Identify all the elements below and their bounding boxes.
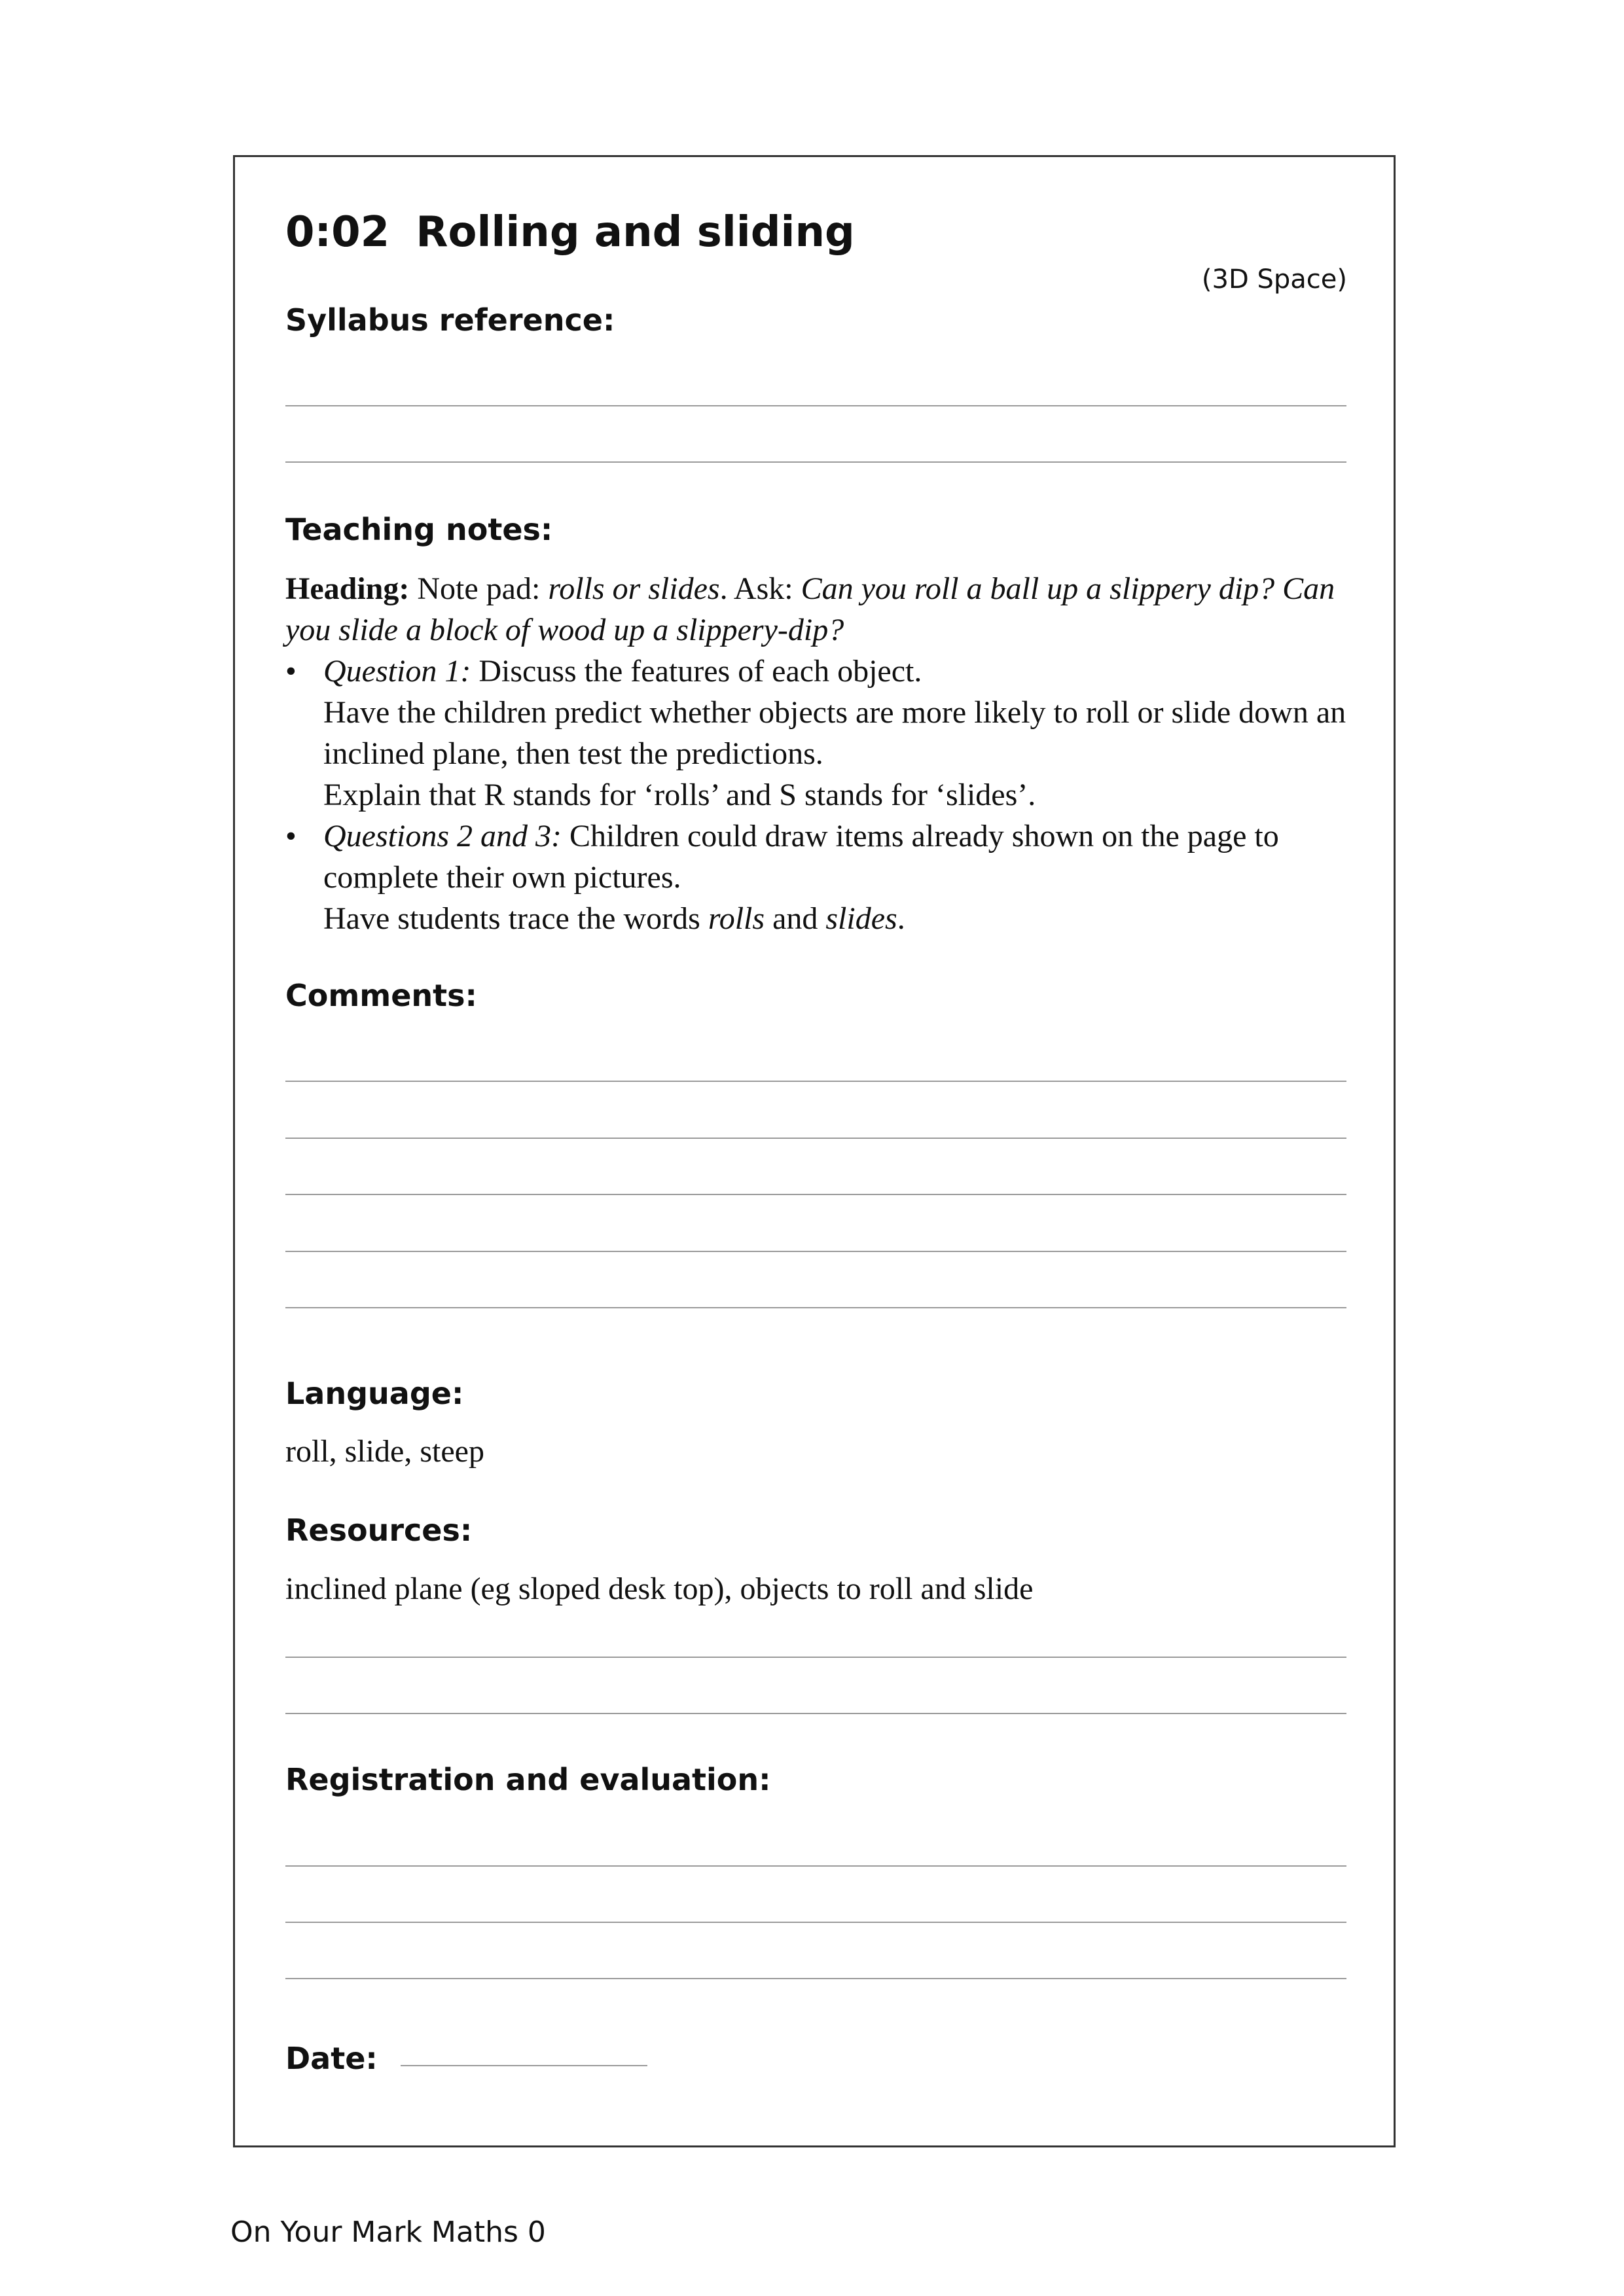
- bullet-icon: •: [285, 654, 297, 689]
- comments-line-3[interactable]: [285, 1194, 1346, 1195]
- bullet-2-line-2: [323, 898, 1359, 939]
- language-heading: Language:: [285, 1376, 464, 1411]
- comments-line-5[interactable]: [285, 1307, 1346, 1308]
- teaching-notes-body: [285, 568, 1359, 939]
- bullet-2-line-2-e: .: [897, 901, 905, 936]
- heading-text-1: Note pad:: [409, 571, 549, 606]
- resources-text: inclined plane (eg sloped desk top), objects to roll and slide: [285, 1571, 1034, 1606]
- bullet-2-line-2-a: Have students trace the words: [323, 901, 708, 936]
- resources-heading: Resources:: [285, 1513, 473, 1548]
- resources-line-1[interactable]: [285, 1657, 1346, 1658]
- bullet-2-line-2-b: rolls: [708, 901, 765, 936]
- syllabus-line-1[interactable]: [285, 405, 1346, 406]
- heading-paragraph: [285, 568, 1359, 651]
- registration-line-1[interactable]: [285, 1865, 1346, 1867]
- bullet-1-line-2: Have the children predict whether objects are more likely to roll or slide down an inclined plane, then test the predictions.: [323, 695, 1346, 771]
- heading-italic-2: Can you roll a ball up a slippery dip? Can you slide a block of wood up a slippery-dip?: [285, 571, 1335, 647]
- registration-heading: Registration and evaluation:: [285, 1762, 771, 1797]
- lesson-title: Rolling and sliding: [416, 208, 855, 257]
- heading-text-2: . Ask:: [719, 571, 801, 606]
- page-title: [285, 208, 855, 257]
- footer-text: On Your Mark Maths 0: [230, 2215, 546, 2249]
- bullet-icon: •: [285, 819, 297, 853]
- teaching-notes-heading: Teaching notes:: [285, 512, 553, 547]
- comments-line-2[interactable]: [285, 1138, 1346, 1139]
- comments-heading: Comments:: [285, 978, 477, 1013]
- date-field[interactable]: [401, 2065, 647, 2066]
- page-frame: [233, 155, 1396, 2147]
- heading-label: Heading:: [285, 571, 410, 606]
- strand-label: (3D Space): [1201, 264, 1347, 295]
- bullet-1-line-1: Discuss the features of each object.: [471, 654, 922, 689]
- lesson-number: 0:02: [285, 208, 390, 257]
- registration-line-2[interactable]: [285, 1922, 1346, 1923]
- bullet-2-line-2-c: and: [765, 901, 826, 936]
- date-heading: Date:: [285, 2041, 378, 2076]
- syllabus-line-2[interactable]: [285, 461, 1346, 463]
- comments-line-1[interactable]: [285, 1081, 1346, 1082]
- bullet-1-label: Question 1:: [323, 654, 471, 689]
- syllabus-heading: Syllabus reference:: [285, 302, 615, 338]
- bullet-questions-2-3: [285, 816, 1359, 939]
- heading-italic-1: rolls or slides: [548, 571, 720, 606]
- bullet-2-label: Questions 2 and 3:: [323, 819, 562, 853]
- bullet-question-1: [285, 651, 1359, 816]
- resources-line-2[interactable]: [285, 1713, 1346, 1714]
- comments-line-4[interactable]: [285, 1251, 1346, 1252]
- bullet-2-line-1: Children could draw items already shown on the page to complete their own pictures.: [323, 819, 1279, 895]
- language-text: roll, slide, steep: [285, 1434, 484, 1469]
- bullet-2-line-2-d: slides: [825, 901, 897, 936]
- registration-line-3[interactable]: [285, 1978, 1346, 1979]
- bullet-1-line-3: Explain that R stands for ‘rolls’ and S stands for ‘slides’.: [323, 778, 1036, 812]
